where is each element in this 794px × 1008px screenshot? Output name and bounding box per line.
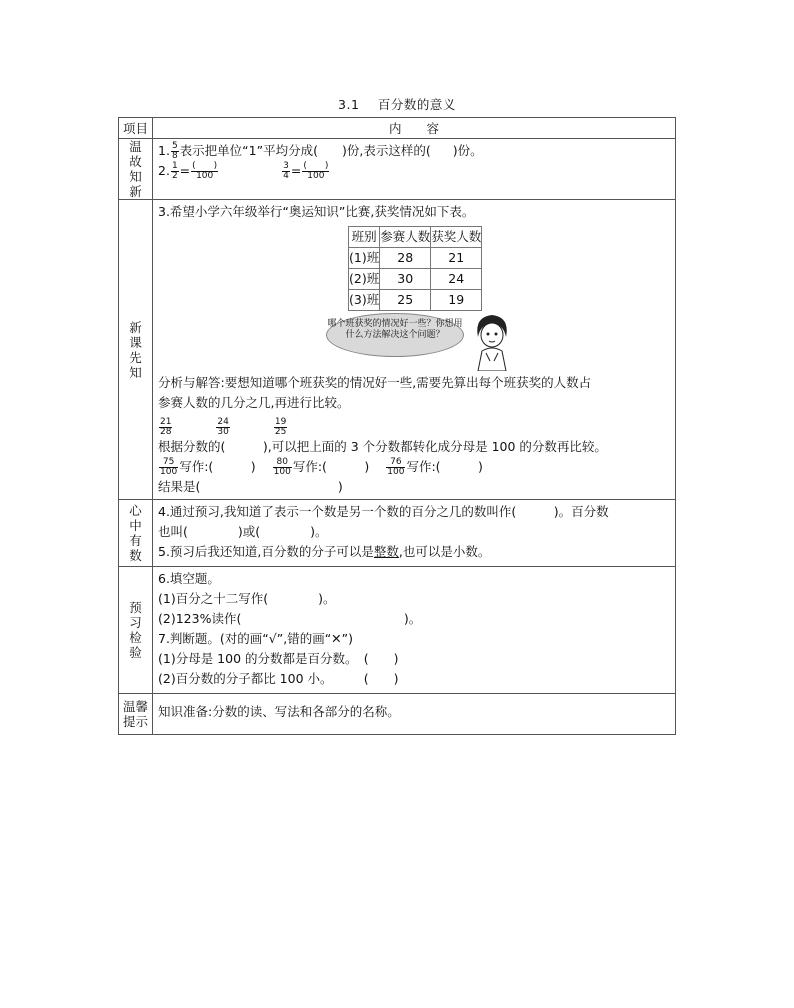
table-header: 获奖人数 xyxy=(431,227,482,248)
fraction: $\frac{5}{8}$ xyxy=(171,141,178,161)
header-item: 项目 xyxy=(119,118,153,139)
header-content: 内 容 xyxy=(153,118,676,139)
tip-content: 知识准备:分数的读、写法和各部分的名称。 xyxy=(153,694,676,735)
award-table xyxy=(348,226,482,311)
mind-row xyxy=(119,500,676,567)
write-row: $\frac{75}{100}$ 写作:( ) $\frac{80}{100}$ 写作:( ) $\frac{76}{100}$ 写作:( ) xyxy=(160,457,483,477)
check-row xyxy=(119,567,676,694)
question-7-1: (1)分母是 100 的分数都是百分数。 ( ) xyxy=(158,651,399,666)
table-row: (1)班 28 21 xyxy=(349,248,482,269)
question-1: 1. $\frac{5}{8}$ 表示把单位“1”平均分成( )份,表示这样的( )份。 xyxy=(158,141,483,161)
table-header: 班别 xyxy=(349,227,380,248)
table-row: (3)班 25 19 xyxy=(349,290,482,311)
lesson-table xyxy=(118,117,676,735)
tip-row xyxy=(119,694,676,735)
question-5: 5.预习后我还知道,百分数的分子可以是整数,也可以是小数。 xyxy=(158,544,491,559)
check-label: 预 习 检 验 xyxy=(119,567,153,694)
new-lesson-row xyxy=(119,200,676,500)
question-7: 7.判断题。(对的画“√”,错的画“✕”) xyxy=(158,631,353,646)
fraction-row: $\frac{21}{28}$ $\frac{24}{30}$ $\frac{19}{25}$ xyxy=(160,417,287,437)
question-6-2: (2)123%读作( )。 xyxy=(158,611,422,626)
review-label: 温 故 知 新 xyxy=(119,139,153,200)
question-3: 3.希望小学六年级举行“奥运知识”比赛,获奖情况如下表。 xyxy=(158,204,475,219)
mind-content xyxy=(153,500,676,567)
review-content xyxy=(153,139,676,200)
new-lesson-label: 新 课 先 知 xyxy=(119,200,153,500)
girl-illustration xyxy=(470,311,514,371)
header-row xyxy=(119,118,676,139)
analysis-line-1: 分析与解答:要想知道哪个班获奖的情况好一些,需要先算出每个班获奖的人数占 xyxy=(158,375,592,390)
tip-label: 温馨 提示 xyxy=(119,694,153,735)
question-4b: 也叫( )或( )。 xyxy=(158,524,328,539)
table-header: 参赛人数 xyxy=(380,227,431,248)
mind-label: 心 中 有 数 xyxy=(119,500,153,567)
speech-bubble: 哪个班获奖的情况好一些？你想用什么方法解决这个问题？ xyxy=(326,313,464,357)
section-number: 3.1 xyxy=(338,97,360,112)
question-6-1: (1)百分之十二写作( )。 xyxy=(158,591,336,606)
check-content xyxy=(153,567,676,694)
new-lesson-content xyxy=(153,200,676,500)
question-6: 6.填空题。 xyxy=(158,571,220,586)
question-7-2: (2)百分数的分子都比 100 小。 ( ) xyxy=(158,671,399,686)
question-4a: 4.通过预习,我知道了表示一个数是另一个数的百分之几的数叫作( )。百分数 xyxy=(158,504,609,519)
question-2: 2. $\frac{1}{2}$ = $\frac{( )}{100}$ $\frac{3}{4}$ = $\frac{( )}{100}$ xyxy=(158,161,329,181)
basis-line: 根据分数的( ),可以把上面的 3 个分数都转化成分母是 100 的分数再比较。 xyxy=(158,439,607,454)
review-row xyxy=(119,139,676,200)
section-title: 百分数的意义 xyxy=(377,97,456,112)
table-row: (2)班 30 24 xyxy=(349,269,482,290)
analysis-line-2: 参赛人数的几分之几,再进行比较。 xyxy=(158,395,350,410)
page-title xyxy=(0,95,794,113)
result-line: 结果是( ) xyxy=(158,479,343,494)
